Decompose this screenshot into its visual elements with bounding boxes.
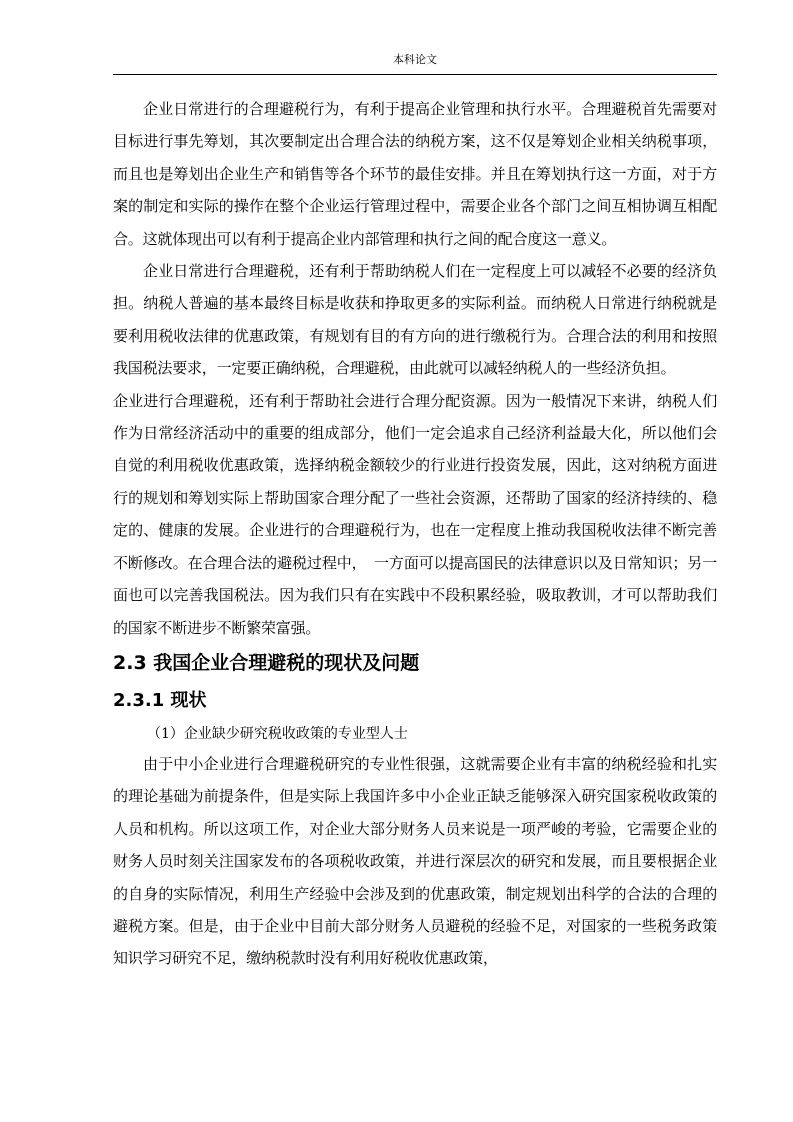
- list-item-heading: （1）企业缺少研究税收政策的专业型人士: [147, 725, 408, 742]
- running-header: 本科论文: [393, 53, 437, 66]
- body-paragraph: 企业日常进行合理避税，还有利于帮助纳税人们在一定程度上可以减轻不必要的经济负担。纳税人普遍的基本最终目标是收获和挣取更多的实际利益。而纳税人日常进行纳税就是要利用税收法律的优惠政策，有规划有目的有方向的进行缴税行为。合理合法的利用和按照我国税法要求，一定要正确纳税，合理避税，由此就可以减轻纳税人的一些经济负担。: [113, 262, 717, 378]
- body-content: [113, 93, 717, 975]
- header-rule: [113, 74, 717, 75]
- body-paragraph: 企业进行合理避税，还有利于帮助社会进行合理分配资源。因为一般情况下来讲，纳税人们作为日常经济活动中的重要的组成部分，他们一定会追求自己经济利益最大化，所以他们会自觉的利用税收优惠政策，选择纳税金额较少的行业进行投资发展，因此，这对纳税方面进行的规划和筹划实际上帮助国家合理分配了一些社会资源，还帮助了国家的经济持续的、稳定的、健康的发展。企业进行的合理避税行为，也在一定程度上推动我国税收法律不断完善不断修改。在合理合法的避税过程中， 一方面可以提高国民的法律意识以及日常知识；另一面也可以完善我国税法。因为我们只有在实践中不段积累经验，吸取教训，才可以帮助我们的国家不断进步不断繁荣富强。: [113, 391, 717, 637]
- body-paragraph: 企业日常进行的合理避税行为，有利于提高企业管理和执行水平。合理避税首先需要对目标进行事先筹划，其次要制定出合理合法的纳税方案，这不仅是筹划企业相关纳税事项，而且也是筹划出企业生产和销售等各个环节的最佳安排。并且在筹划执行这一方面，对于方案的制定和实际的操作在整个企业运行管理过程中，需要企业各个部门之间互相协调互相配合。这就体现出可以有利于提高企业内部管理和执行之间的配合度这一意义。: [113, 100, 717, 248]
- section-heading: 2.3 我国企业合理避税的现状及问题: [113, 651, 420, 674]
- subsection-heading: 2.3.1 现状: [113, 689, 207, 711]
- body-paragraph: 由于中小企业进行合理避税研究的专业性很强，这就需要企业有丰富的纳税经验和扎实的理论基础为前提条件，但是实际上我国许多中小企业正缺乏能够深入研究国家税收政策的人员和机构。所以这项工作，对企业大部分财务人员来说是一项严峻的考验，它需要企业的财务人员时刻关注国家发布的各项税收政策，并进行深层次的研究和发展，而且要根据企业的自身的实际情况，利用生产经验中会涉及到的优惠政策，制定规划出科学的合法的合理的避税方案。但是，由于企业中目前大部分财务人员避税的经验不足，对国家的一些税务政策知识学习研究不足，缴纳税款时没有利用好税收优惠政策，: [113, 754, 717, 968]
